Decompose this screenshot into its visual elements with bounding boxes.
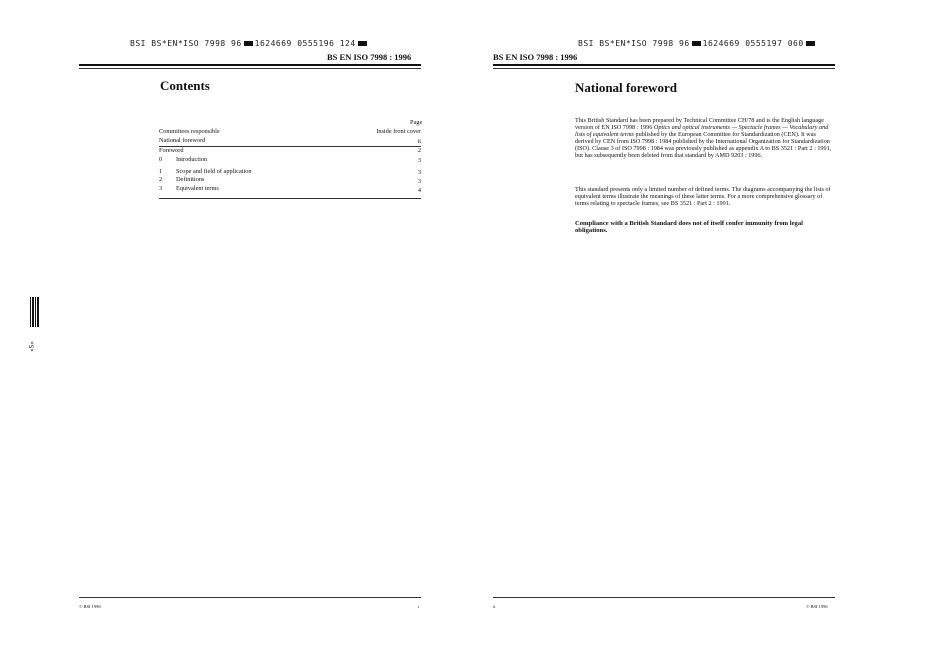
toc-entry-page: 2 <box>417 147 421 154</box>
toc-divider <box>159 146 421 147</box>
right-header-rule <box>493 64 835 66</box>
scan-block-mark <box>806 41 815 46</box>
left-header-rule <box>79 64 421 66</box>
toc-entry-page: 3 <box>417 178 421 185</box>
toc-entry-num: 1 <box>159 168 163 175</box>
foreword-paragraph-1: This British Standard has been prepared by Technical Committee CH/78 and is the English language version of EN ISO 7998 : 1996 Optics and optical instruments — Spectacle frames — Vocabulary and lists of equivalent terms published by the European Committee for Standardization (CEN). It was derived by CEN from ISO 7998 : 1984 published by the International Organization for Standardization (ISO). Clause 3 of ISO 7998 : 1984 was previously published as appendix A to BS 3521 : Part 2 : 1991, but has subsequently been deleted from that standard by AMD 9203 : 1996. <box>575 117 832 160</box>
toc-entry-page: 3 <box>417 157 421 164</box>
toc-entry-page: 4 <box>417 187 421 194</box>
left-footer-rule <box>79 597 421 598</box>
toc-entry-num: 0 <box>159 156 163 163</box>
toc-entry-text: Scope and field of application <box>176 168 252 175</box>
toc-entry-page: Inside front cover <box>376 128 421 135</box>
toc-entry-text: Committees responsible <box>159 128 220 135</box>
foreword-paragraph-2: This standard presents only a limited number of defined terms. The diagrams accompanying the lists of equivalent terms illustrate the meanings of these latter terms. For a more comprehensive glossary of terms relating to spectacle frames, see BS 3521 : Part 2 : 1991. <box>575 186 831 208</box>
toc-entry-text: Definitions <box>176 176 205 183</box>
left-scan-code: BSI BS*EN*ISO 7998 96 1624669 0555196 124 <box>130 39 369 48</box>
toc-entry-text: Foreword <box>159 147 184 154</box>
scan-block-mark <box>358 41 367 46</box>
right-footer-rule <box>493 597 835 598</box>
toc-entry-text: National foreword <box>159 137 206 144</box>
toc-page-label: Page <box>410 119 423 126</box>
right-scan-code: BSI BS*EN*ISO 7998 96 1624669 0555197 060 <box>578 39 817 48</box>
margin-barcode <box>30 297 39 327</box>
right-footer-page-number: ii <box>493 604 496 609</box>
margin-mark: *S* <box>26 341 34 352</box>
left-footer-page-number: i <box>418 604 420 609</box>
left-header-rule-thin <box>79 68 421 69</box>
left-footer-copyright: © BSI 1996 <box>79 604 101 609</box>
toc-entry-text: Equivalent terms <box>176 185 219 192</box>
toc-divider <box>159 198 421 199</box>
right-header-rule-thin <box>493 68 835 69</box>
right-header-id: BS EN ISO 7998 : 1996 <box>493 52 578 62</box>
right-footer-copyright: © BSI 1996 <box>806 604 828 609</box>
scan-block-mark <box>692 41 701 46</box>
compliance-statement: Compliance with a British Standard does not of itself confer immunity from legal obligations. <box>575 220 803 235</box>
toc-entry-page: 3 <box>417 169 421 176</box>
toc-entry-num: 2 <box>159 176 163 183</box>
scan-block-mark <box>244 41 253 46</box>
left-header-id: BS EN ISO 7998 : 1996 <box>327 52 412 62</box>
national-foreword-title: National foreword <box>575 80 677 95</box>
toc-entry-text: Introduction <box>176 156 208 163</box>
toc-entry-num: 3 <box>159 185 163 192</box>
contents-title: Contents <box>160 78 210 93</box>
toc-entry-page: ii <box>417 138 421 145</box>
